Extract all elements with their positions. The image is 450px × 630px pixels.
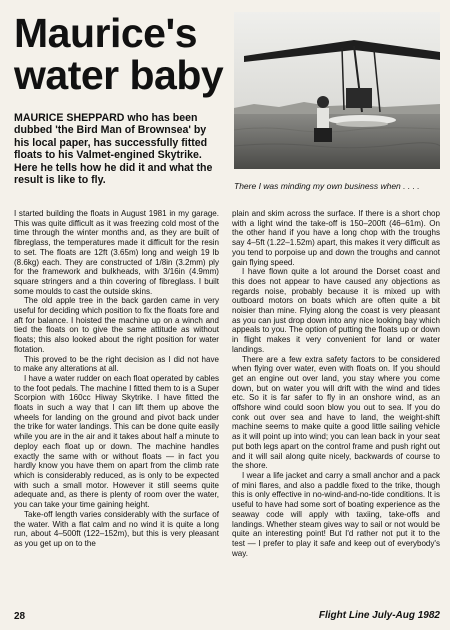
- body-paragraph: There are a few extra safety factors to be considered when flying over water, even with floats on. If you should get an engine out over land, you stay where you come down, but on water you will drift with the wind and tides etc. So it is far safer to fly in an onshore wind, as an offshore wind could soon blow you out to sea. If you do conk out over sea and have to land, the weight-shift machine seems to make quite a good little sailing vehicle as it will point up into wind; you can lean back in your seat put both legs apart on the control frame and push right out and it will sail along quite nicely, backwards of course to the shore.: [232, 354, 440, 471]
- body-paragraph: I started building the floats in August 1981 in my garage. This was quite difficult as it was freezing cold most of the time through the winter months and, as they are built of fibreglass, the temperatures made it difficult for the resin to set. The floats are 12ft (3.65m) long and weigh 19 lb (8.6kg) each. They are constructed of 1/8in (3.2mm) ply for the framework and bulkheads, with 3/16in (4.9mm) square stringers and a thin covering of fibreglass. I built some moulds to cast the outside skins.: [14, 209, 219, 296]
- photo-illustration: [234, 12, 440, 169]
- article-title: [14, 12, 224, 96]
- body-paragraph: This proved to be the right decision as I did not have to make any alterations at all.: [14, 354, 219, 374]
- body-paragraph: Take-off length varies considerably with the surface of the water. With a flat calm and no wind it is quite a long run, about 4–500ft (122–152m), but this is very pleasant as you get up on to the: [14, 509, 219, 548]
- microlight-floatplane-photo: [234, 12, 440, 169]
- article-intro: MAURICE SHEPPARD who has been dubbed 'the Bird Man of Brownsea' by his local paper, has successfully fitted floats to his Valmet-engined Skytrike. Here he tells how he did it and what the result is like to fly.: [14, 112, 213, 187]
- photo-caption: There I was minding my own business when . . . .: [234, 181, 420, 191]
- title-line-1: Maurice's: [14, 10, 198, 56]
- magazine-issue: Flight Line July-Aug 1982: [318, 610, 440, 621]
- body-column-left: [14, 209, 219, 549]
- title-line-2: water baby: [14, 52, 224, 98]
- body-paragraph: I have flown quite a lot around the Dorset coast and this does not appear to have caused any objections as regards noise, probably because it is mixed up with outboard motors on boats which are often quite a bit noisier than mine. Flying along the coast is very pleasant as you can just drop down into any nice looking bay which appeals to you. The option of putting the floats up or down in flight makes it very convenient for land or water landings.: [232, 267, 440, 354]
- body-paragraph: The old apple tree in the back garden came in very useful for deciding which position to fix the floats fore and aft for balance. I hoisted the machine up on a winch and tied the floats on to give the same attitude as without floats; this also looked about the right position for water flotation.: [14, 296, 219, 354]
- body-column-right: [232, 209, 440, 558]
- body-paragraph: I wear a life jacket and carry a small anchor and a pack of mini flares, and also a paddle fixed to the trike, though this is only effective in no-wind-and-no-tide conditions. It is useful to have had some sort of boating experience as the seaway code will apply with taxiing, take-offs and landings. Whether steam gives way to sail or not would be quite an interesting point! But I'd rather not put it to the test — I prefer to play it safe and keep out of everybody's way.: [232, 470, 440, 558]
- page-number: 28: [14, 611, 26, 622]
- body-paragraph: I have a water rudder on each float operated by cables to the foot pedals. The machine I fitted them to is a Super Scorpion with 160cc Hiway Skytrike. I have fitted the floats in such a way that I can lift them up above the wheels for landing on the ground and pivot back under the trike for water landings. This can be done quite easily while you are in the air and it takes about half a minute to deploy each float up or down. The machine handles exactly the same with or without floats — in fact you hardly know you have them on apart from the climb rate which is considerably reduced, as is only to be expected with such a small motor. However it still seems quite adequate and, as there is plenty of room over the water, you can take your time gaining height.: [14, 373, 219, 510]
- body-paragraph: plain and skim across the surface. If there is a short chop with a light wind the take-off is 150–200ft (46–61m). On the other hand if you have a long chop with the troughs say 4–5ft (1.22–1.52m) apart, this makes it very difficult as you tend to porpoise up and down the troughs and cannot gain flying speed.: [232, 209, 440, 267]
